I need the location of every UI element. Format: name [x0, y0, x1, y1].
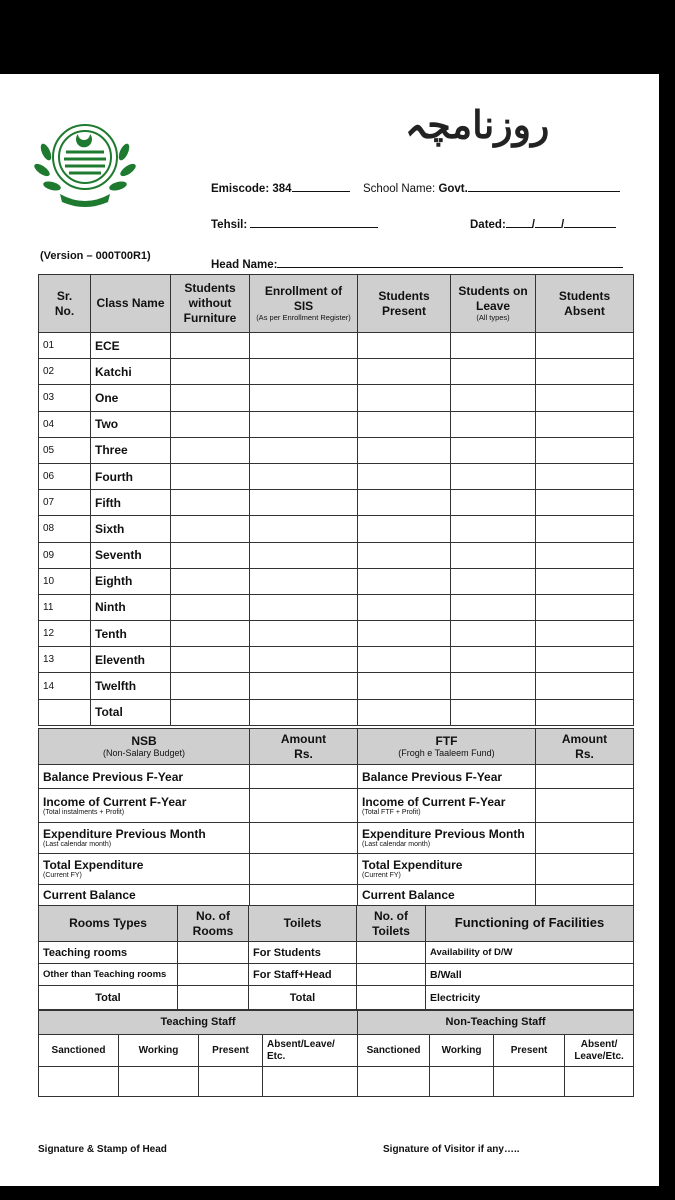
- tehsil-line: [250, 217, 378, 228]
- table-row: [39, 411, 634, 437]
- entry-cell[interactable]: [250, 647, 358, 673]
- school-name-line: [468, 181, 620, 192]
- sr-no-cell: 05: [39, 437, 91, 463]
- class-name-cell: Eleventh: [91, 647, 171, 673]
- nsb-amount-header: Amount Rs.: [250, 729, 358, 765]
- staff-value-cell[interactable]: [358, 1067, 430, 1097]
- entry-cell[interactable]: [171, 333, 250, 359]
- table-row: [39, 647, 634, 673]
- entry-cell[interactable]: [358, 490, 451, 516]
- entry-cell[interactable]: [250, 621, 358, 647]
- class-name-cell: Tenth: [91, 621, 171, 647]
- head-signature-label: Signature & Stamp of Head: [38, 1144, 167, 1155]
- col-students-present: Students Present: [358, 275, 451, 333]
- entry-cell[interactable]: [358, 463, 451, 489]
- teaching-staff-header: Teaching Staff: [39, 1011, 358, 1035]
- table-row: [39, 621, 634, 647]
- table-row: [39, 516, 634, 542]
- entry-cell[interactable]: [358, 385, 451, 411]
- ftf-amount-cell[interactable]: [536, 885, 634, 906]
- entry-cell[interactable]: [171, 411, 250, 437]
- entry-cell[interactable]: [536, 542, 634, 568]
- table-row: [39, 568, 634, 594]
- teaching-working: Working: [119, 1035, 199, 1067]
- staff-value-cell[interactable]: [119, 1067, 199, 1097]
- date-day-line: [506, 217, 532, 228]
- emiscode-field[interactable]: [211, 181, 350, 195]
- entry-cell[interactable]: [451, 568, 536, 594]
- sr-no-cell: 01: [39, 333, 91, 359]
- entry-cell[interactable]: [250, 516, 358, 542]
- entry-cell[interactable]: [250, 385, 358, 411]
- ftf-expenditure-prev: Expenditure Previous Month (Last calendar month): [358, 823, 536, 854]
- no-of-rooms-header: No. of Rooms: [178, 906, 249, 942]
- total-cell[interactable]: [536, 699, 634, 725]
- no-of-toilets-header: No. of Toilets: [357, 906, 426, 942]
- entry-cell[interactable]: [171, 385, 250, 411]
- ftf-total-expenditure: Total Expenditure (Current FY): [358, 854, 536, 885]
- entry-cell[interactable]: [451, 437, 536, 463]
- staff-value-cell[interactable]: [263, 1067, 358, 1097]
- entry-cell[interactable]: [451, 542, 536, 568]
- entry-cell[interactable]: [536, 568, 634, 594]
- entry-cell[interactable]: [358, 594, 451, 620]
- entry-cell[interactable]: [451, 621, 536, 647]
- entry-cell[interactable]: [250, 359, 358, 385]
- toilets-count-cell[interactable]: [357, 964, 426, 986]
- table-row: [39, 463, 634, 489]
- enrollment-body: [39, 333, 634, 700]
- class-name-cell: ECE: [91, 333, 171, 359]
- sr-no-cell: 11: [39, 594, 91, 620]
- punjab-govt-logo-icon: [30, 112, 140, 212]
- table-row: [39, 333, 634, 359]
- col-students-absent: Students Absent: [536, 275, 634, 333]
- col-class-name: Class Name: [91, 275, 171, 333]
- entry-cell[interactable]: [358, 437, 451, 463]
- entry-cell[interactable]: [171, 542, 250, 568]
- entry-cell[interactable]: [171, 673, 250, 699]
- entry-cell[interactable]: [536, 463, 634, 489]
- class-name-cell: Fourth: [91, 463, 171, 489]
- nsb-amount-cell[interactable]: [250, 885, 358, 906]
- nsb-header: NSB (Non-Salary Budget): [39, 729, 250, 765]
- head-name-label: Head Name:: [211, 259, 278, 271]
- nonteaching-working: Working: [430, 1035, 494, 1067]
- staff-value-cell[interactable]: [430, 1067, 494, 1097]
- class-name-cell: One: [91, 385, 171, 411]
- sr-no-cell: 12: [39, 621, 91, 647]
- ftf-amount-header: Amount Rs.: [536, 729, 634, 765]
- class-name-cell: Twelfth: [91, 673, 171, 699]
- entry-cell[interactable]: [250, 673, 358, 699]
- tehsil-label: Tehsil:: [211, 219, 248, 231]
- ftf-header: FTF (Frogh e Taaleem Fund): [358, 729, 536, 765]
- ftf-balance-prev: Balance Previous F-Year: [358, 765, 536, 789]
- for-staff-label: For Staff+Head: [249, 964, 357, 986]
- nsb-expenditure-prev: Expenditure Previous Month (Last calendar month): [39, 823, 250, 854]
- entry-cell[interactable]: [451, 385, 536, 411]
- entry-cell[interactable]: [451, 463, 536, 489]
- entry-cell[interactable]: [250, 542, 358, 568]
- nsb-total-expenditure: Total Expenditure (Current FY): [39, 854, 250, 885]
- dated-label: Dated:: [470, 219, 506, 231]
- bwall-label: B/Wall: [426, 964, 634, 986]
- col-enrollment-sis: Enrollment of SIS (As per Enrollment Register): [250, 275, 358, 333]
- nonteaching-sanctioned: Sanctioned: [358, 1035, 430, 1067]
- entry-cell[interactable]: [250, 594, 358, 620]
- class-name-cell: Fifth: [91, 490, 171, 516]
- entry-cell[interactable]: [536, 490, 634, 516]
- entry-cell[interactable]: [536, 411, 634, 437]
- class-name-cell: Eighth: [91, 568, 171, 594]
- toilets-total-label: Total: [249, 986, 357, 1010]
- other-rooms-label: Other than Teaching rooms: [39, 964, 178, 986]
- entry-cell[interactable]: [358, 516, 451, 542]
- ftf-amount-cell[interactable]: [536, 765, 634, 789]
- entry-cell[interactable]: [358, 621, 451, 647]
- ftf-income-current: Income of Current F-Year (Total FTF + Profit): [358, 789, 536, 823]
- nsb-balance-prev: Balance Previous F-Year: [39, 765, 250, 789]
- table-row: [39, 359, 634, 385]
- entry-cell[interactable]: [451, 359, 536, 385]
- entry-cell[interactable]: [250, 490, 358, 516]
- visitor-signature-label: Signature of Visitor if any…..: [383, 1144, 520, 1155]
- sr-no-cell: 09: [39, 542, 91, 568]
- rooms-count-cell[interactable]: [178, 942, 249, 964]
- toilets-count-cell[interactable]: [357, 986, 426, 1010]
- entry-cell[interactable]: [536, 333, 634, 359]
- class-name-cell: Seventh: [91, 542, 171, 568]
- entry-cell[interactable]: [536, 594, 634, 620]
- teaching-rooms-label: Teaching rooms: [39, 942, 178, 964]
- sr-no-cell: 07: [39, 490, 91, 516]
- sr-no-cell: 04: [39, 411, 91, 437]
- rooms-types-header: Rooms Types: [39, 906, 178, 942]
- table-row: [39, 594, 634, 620]
- entry-cell[interactable]: [250, 568, 358, 594]
- entry-cell[interactable]: [171, 359, 250, 385]
- entry-cell[interactable]: [358, 673, 451, 699]
- toilets-header: Toilets: [249, 906, 357, 942]
- date-sep-2: /: [560, 219, 565, 231]
- staff-value-cell[interactable]: [565, 1067, 634, 1097]
- class-name-cell: Sixth: [91, 516, 171, 542]
- school-name-field[interactable]: [363, 181, 620, 195]
- nonteaching-present: Present: [494, 1035, 565, 1067]
- nsb-current-balance: Current Balance: [39, 885, 250, 906]
- entry-cell[interactable]: [536, 437, 634, 463]
- head-name-line: [277, 257, 623, 268]
- total-cell[interactable]: [171, 699, 250, 725]
- dw-label: Availability of D/W: [426, 942, 634, 964]
- facilities-table: [38, 905, 634, 1010]
- sr-no-cell: 03: [39, 385, 91, 411]
- col-students-leave: Students on Leave (All types): [451, 275, 536, 333]
- nonteaching-absent: Absent/ Leave/Etc.: [565, 1035, 634, 1067]
- teaching-sanctioned: Sanctioned: [39, 1035, 119, 1067]
- date-month-line: [535, 217, 561, 228]
- entry-cell[interactable]: [171, 490, 250, 516]
- for-students-label: For Students: [249, 942, 357, 964]
- emiscode-label: Emiscode: 384: [211, 183, 292, 195]
- entry-cell[interactable]: [250, 411, 358, 437]
- sr-no-cell: 10: [39, 568, 91, 594]
- ftf-amount-cell[interactable]: [536, 854, 634, 885]
- dated-field[interactable]: [470, 217, 616, 231]
- entry-cell[interactable]: [451, 490, 536, 516]
- version-label: (Version – 000T00R1): [40, 250, 151, 262]
- nsb-amount-cell[interactable]: [250, 789, 358, 823]
- rooms-total-label: Total: [39, 986, 178, 1010]
- col-without-furniture: Students without Furniture: [171, 275, 250, 333]
- table-row: [39, 385, 634, 411]
- total-cell[interactable]: [358, 699, 451, 725]
- table-row: [39, 437, 634, 463]
- entry-cell[interactable]: [536, 385, 634, 411]
- head-name-field[interactable]: [211, 257, 623, 271]
- teaching-present: Present: [199, 1035, 263, 1067]
- toilets-count-cell[interactable]: [357, 942, 426, 964]
- non-teaching-staff-header: Non-Teaching Staff: [358, 1011, 634, 1035]
- teaching-absent: Absent/Leave/ Etc.: [263, 1035, 358, 1067]
- staff-value-cell[interactable]: [39, 1067, 119, 1097]
- staff-value-cell[interactable]: [494, 1067, 565, 1097]
- emiscode-line: [292, 181, 350, 192]
- entry-cell[interactable]: [358, 359, 451, 385]
- ftf-amount-cell[interactable]: [536, 823, 634, 854]
- staff-table: [38, 1010, 634, 1097]
- nsb-amount-cell[interactable]: [250, 765, 358, 789]
- entry-cell[interactable]: [536, 621, 634, 647]
- entry-cell[interactable]: [536, 516, 634, 542]
- entry-cell[interactable]: [451, 411, 536, 437]
- total-label: Total: [91, 699, 171, 725]
- entry-cell[interactable]: [171, 437, 250, 463]
- urdu-title: روزنامچہ: [405, 102, 550, 147]
- sr-no-cell: 06: [39, 463, 91, 489]
- col-sr-no: Sr. No.: [39, 275, 91, 333]
- entry-cell[interactable]: [451, 647, 536, 673]
- date-year-line: [564, 217, 616, 228]
- table-row: [39, 490, 634, 516]
- enrollment-table: [38, 274, 634, 726]
- school-name-value: Govt.: [438, 183, 468, 195]
- entry-cell[interactable]: [536, 673, 634, 699]
- functioning-header: Functioning of Facilities: [426, 906, 634, 942]
- entry-cell[interactable]: [451, 594, 536, 620]
- electricity-label: Electricity: [426, 986, 634, 1010]
- entry-cell[interactable]: [250, 333, 358, 359]
- entry-cell[interactable]: [171, 516, 250, 542]
- class-name-cell: Three: [91, 437, 171, 463]
- nsb-amount-cell[interactable]: [250, 823, 358, 854]
- entry-cell[interactable]: [358, 647, 451, 673]
- class-name-cell: Katchi: [91, 359, 171, 385]
- total-cell[interactable]: [451, 699, 536, 725]
- sr-no-cell: 08: [39, 516, 91, 542]
- entry-cell[interactable]: [250, 437, 358, 463]
- entry-cell[interactable]: [358, 568, 451, 594]
- total-cell[interactable]: [250, 699, 358, 725]
- table-row: [39, 673, 634, 699]
- sr-no-cell: 02: [39, 359, 91, 385]
- entry-cell[interactable]: [171, 463, 250, 489]
- rooms-count-cell[interactable]: [178, 964, 249, 986]
- entry-cell[interactable]: [250, 463, 358, 489]
- entry-cell[interactable]: [451, 516, 536, 542]
- entry-cell[interactable]: [171, 594, 250, 620]
- table-row: [39, 542, 634, 568]
- entry-cell[interactable]: [171, 621, 250, 647]
- entry-cell[interactable]: [171, 568, 250, 594]
- date-sep-1: /: [531, 219, 535, 231]
- staff-value-cell[interactable]: [199, 1067, 263, 1097]
- school-name-label: School Name:: [363, 183, 439, 195]
- rooms-count-cell[interactable]: [178, 986, 249, 1010]
- sr-no-cell: 13: [39, 647, 91, 673]
- nsb-income-current: Income of Current F-Year (Total instalments + Profit): [39, 789, 250, 823]
- entry-cell[interactable]: [171, 647, 250, 673]
- enrollment-total-row: [39, 699, 634, 725]
- sr-no-cell: 14: [39, 673, 91, 699]
- class-name-cell: Two: [91, 411, 171, 437]
- nsb-amount-cell[interactable]: [250, 854, 358, 885]
- ftf-amount-cell[interactable]: [536, 789, 634, 823]
- entry-cell[interactable]: [536, 359, 634, 385]
- ftf-current-balance: Current Balance: [358, 885, 536, 906]
- entry-cell[interactable]: [358, 333, 451, 359]
- tehsil-field[interactable]: [211, 217, 378, 231]
- class-name-cell: Ninth: [91, 594, 171, 620]
- entry-cell[interactable]: [358, 542, 451, 568]
- entry-cell[interactable]: [451, 333, 536, 359]
- form-page: [0, 74, 659, 1186]
- entry-cell[interactable]: [358, 411, 451, 437]
- entry-cell[interactable]: [536, 647, 634, 673]
- finance-table: [38, 728, 634, 906]
- entry-cell[interactable]: [451, 673, 536, 699]
